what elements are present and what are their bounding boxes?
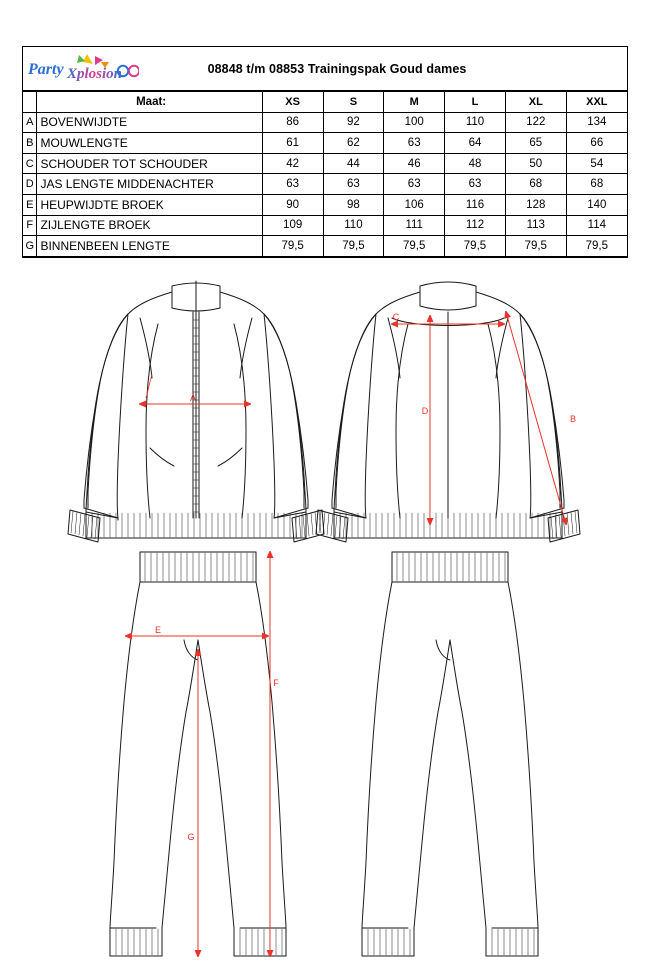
trousers-back-illustration — [362, 552, 538, 956]
table-row — [23, 236, 627, 257]
cell-m: 63 — [384, 174, 445, 195]
cell-xxl: 54 — [566, 153, 627, 174]
row-measure-name: BOVENWIJDTE — [37, 112, 262, 133]
row-letter: F — [23, 215, 37, 236]
table-row — [23, 194, 627, 215]
cell-s: 62 — [323, 133, 384, 154]
cell-m: 100 — [384, 112, 445, 133]
measure-label-e: E — [154, 625, 162, 635]
cell-s: 92 — [323, 112, 384, 133]
cell-xs: 109 — [262, 215, 323, 236]
measure-label-f: F — [273, 678, 279, 688]
row-measure-name: HEUPWIJDTE BROEK — [37, 194, 262, 215]
table-row — [23, 153, 627, 174]
document-title: 08848 t/m 08853 Trainingspak Goud dames — [207, 61, 467, 76]
measure-label-b: B — [569, 414, 577, 424]
cell-l: 112 — [445, 215, 506, 236]
sheet-header — [23, 47, 627, 91]
size-chart-sheet — [22, 46, 628, 258]
cell-l: 79,5 — [445, 236, 506, 257]
cell-m: 111 — [384, 215, 445, 236]
cell-xxl: 114 — [566, 215, 627, 236]
cell-xs: 61 — [262, 133, 323, 154]
cell-xs: 42 — [262, 153, 323, 174]
cell-xs: 63 — [262, 174, 323, 195]
cell-l: 48 — [445, 153, 506, 174]
table-row — [23, 112, 627, 133]
cell-s: 63 — [323, 174, 384, 195]
table-row — [23, 133, 627, 154]
cell-xl: 79,5 — [505, 236, 566, 257]
row-measure-name: ZIJLENGTE BROEK — [37, 215, 262, 236]
cell-l: 116 — [445, 194, 506, 215]
cell-s: 79,5 — [323, 236, 384, 257]
row-measure-name: JAS LENGTE MIDDENACHTER — [37, 174, 262, 195]
jacket-front-illustration — [68, 281, 324, 542]
cell-l: 63 — [445, 174, 506, 195]
cell-s: 44 — [323, 153, 384, 174]
row-letter: A — [23, 112, 37, 133]
cell-s: 110 — [323, 215, 384, 236]
svg-text:Party: Party — [28, 60, 64, 78]
partyxplosion-logo-icon — [27, 52, 139, 86]
garment-technical-drawing — [0, 262, 650, 976]
row-letter: C — [23, 153, 37, 174]
cell-m: 79,5 — [384, 236, 445, 257]
row-measure-name: MOUWLENGTE — [37, 133, 262, 154]
measure-label-c: C — [392, 312, 400, 322]
cell-xl: 65 — [505, 133, 566, 154]
cell-xxl: 140 — [566, 194, 627, 215]
cell-l: 64 — [445, 133, 506, 154]
header-measure-name: Maat: — [37, 92, 262, 113]
header-letter-col — [23, 92, 37, 113]
cell-xxl: 134 — [566, 112, 627, 133]
svg-text:Xplosion: Xplosion — [67, 65, 123, 82]
header-size-s: S — [323, 92, 384, 113]
cell-xl: 68 — [505, 174, 566, 195]
row-letter: B — [23, 133, 37, 154]
cell-xl: 128 — [505, 194, 566, 215]
cell-xxl: 66 — [566, 133, 627, 154]
cell-l: 110 — [445, 112, 506, 133]
measurements-table — [23, 91, 627, 257]
row-letter: G — [23, 236, 37, 257]
table-header-row — [23, 92, 627, 113]
cell-xl: 122 — [505, 112, 566, 133]
cell-m: 63 — [384, 133, 445, 154]
cell-xs: 90 — [262, 194, 323, 215]
cell-xl: 113 — [505, 215, 566, 236]
cell-m: 106 — [384, 194, 445, 215]
jacket-back-illustration — [316, 282, 580, 542]
header-size-l: L — [445, 92, 506, 113]
row-letter: E — [23, 194, 37, 215]
row-letter: D — [23, 174, 37, 195]
cell-xxl: 79,5 — [566, 236, 627, 257]
header-size-xxl: XXL — [566, 92, 627, 113]
cell-s: 98 — [323, 194, 384, 215]
table-row — [23, 174, 627, 195]
measure-label-g: G — [187, 832, 195, 842]
cell-xl: 50 — [505, 153, 566, 174]
row-measure-name: BINNENBEEN LENGTE — [37, 236, 262, 257]
header-size-xl: XL — [505, 92, 566, 113]
measure-label-a: A — [189, 393, 197, 403]
brand-logo — [23, 47, 143, 90]
measurement-annotations — [126, 312, 576, 956]
table-row — [23, 215, 627, 236]
row-measure-name: SCHOUDER TOT SCHOUDER — [37, 153, 262, 174]
measure-label-d: D — [421, 406, 429, 416]
cell-xs: 86 — [262, 112, 323, 133]
header-size-m: M — [384, 92, 445, 113]
cell-xs: 79,5 — [262, 236, 323, 257]
cell-m: 46 — [384, 153, 445, 174]
cell-xxl: 68 — [566, 174, 627, 195]
header-size-xs: XS — [262, 92, 323, 113]
